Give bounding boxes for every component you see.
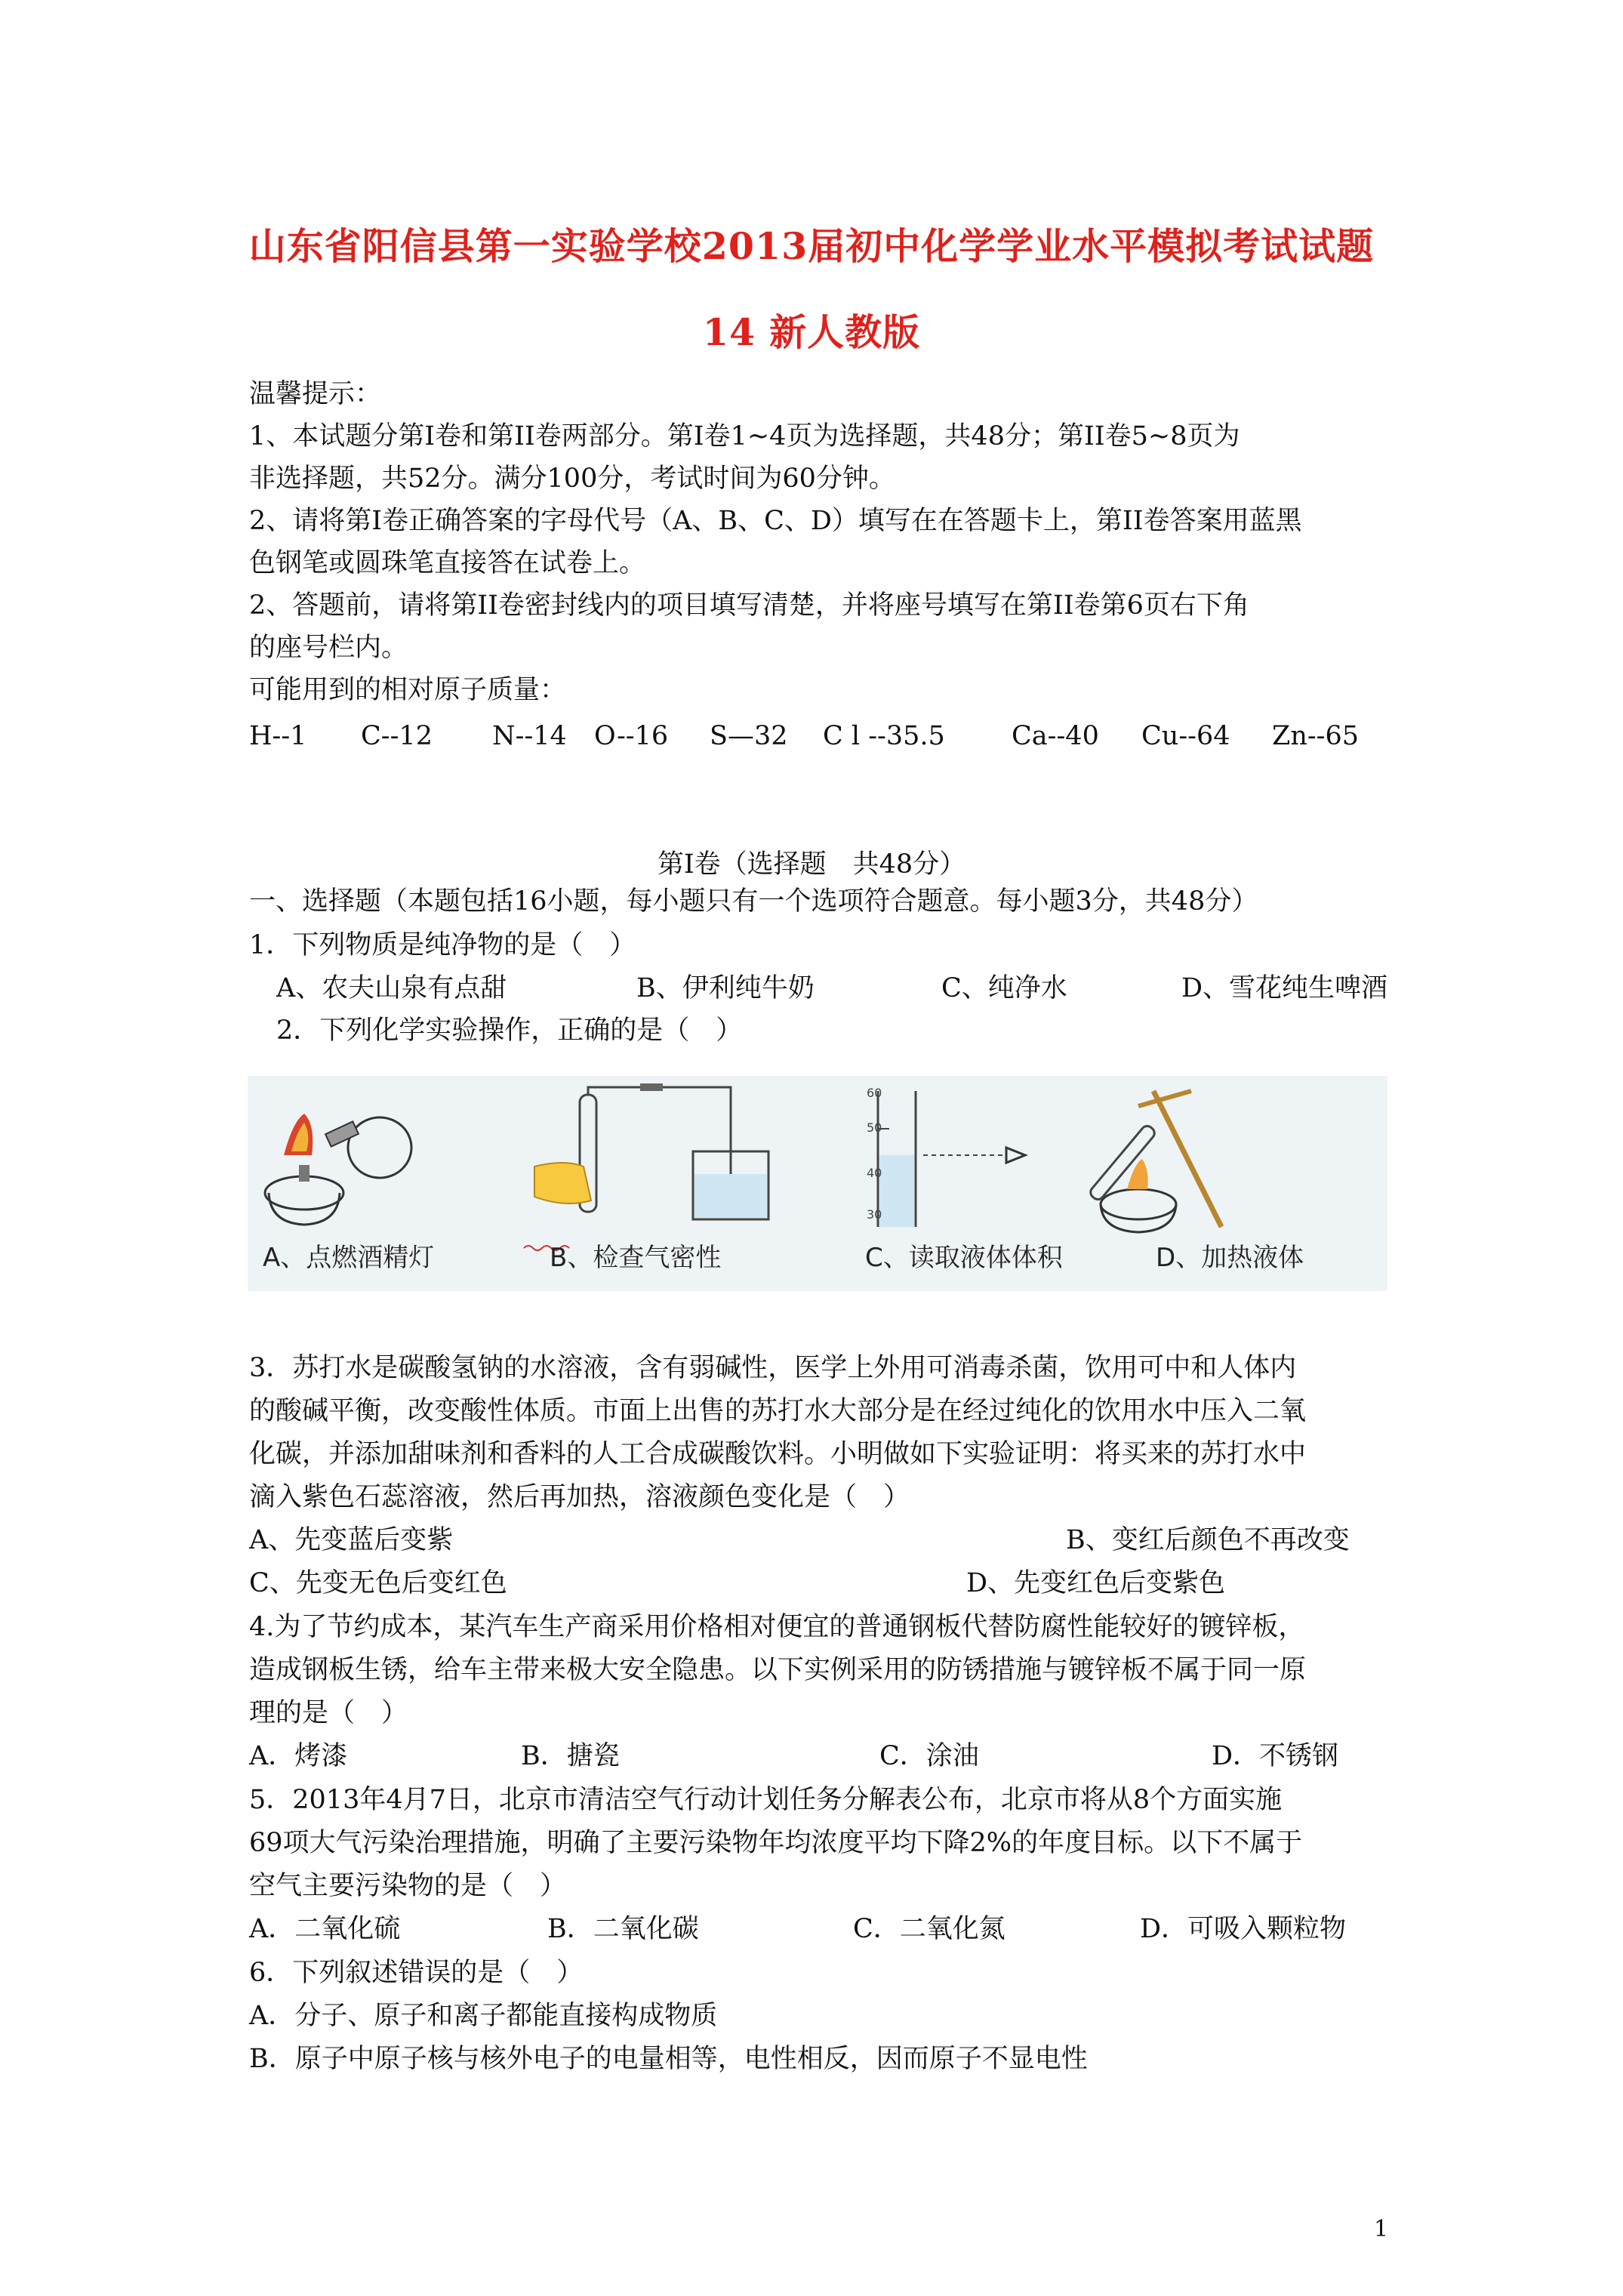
atomic-mass-s: S—32 — [710, 721, 788, 751]
question-4-stem-line: 4.为了节约成本，某汽车生产商采用价格相对便宜的普通钢板代替防腐性能较好的镀锌板， — [249, 1612, 1305, 1642]
atomic-mass-zn: Zn--65 — [1272, 721, 1360, 751]
question-3-stem-line: 的酸碱平衡，改变酸性体质。市面上出售的苏打水大部分是在经过纯化的饮用水中压入二氧 — [249, 1396, 1307, 1426]
question-3-option-b: B、变红后颜色不再改变 — [1066, 1525, 1350, 1555]
intro-line: 2、请将第Ⅰ卷正确答案的字母代号（A、B、C、D）填写在在答题卡上，第II卷答案用蓝黑 — [249, 506, 1302, 536]
figure-caption-d: D、加热液体 — [1156, 1243, 1304, 1273]
question-3-option-d: D、先变红色后变紫色 — [966, 1568, 1226, 1598]
question-3-option-c: C、先变无色后变红色 — [249, 1568, 507, 1598]
cylinder-tick-60: 60 — [867, 1086, 882, 1100]
question-4-option-c: C．涂油 — [879, 1741, 979, 1771]
question-5-stem-line: 空气主要污染物的是（ ） — [249, 1871, 567, 1901]
question-5-option-a: A．二氧化硫 — [249, 1914, 401, 1944]
intro-line: 2、答题前，请将第II卷密封线内的项目填写清楚，并将座号填写在第II卷第6页右下角 — [249, 590, 1249, 621]
intro-line: 色钢笔或圆珠笔直接答在试卷上。 — [249, 548, 646, 578]
document-title-line1: 山东省阳信县第一实验学校2013届初中化学学业水平模拟考试试题 — [248, 224, 1375, 268]
question-1-stem: 1．下列物质是纯净物的是（ ） — [249, 930, 636, 960]
alcohol-lamp-lighting-illustration — [265, 1114, 411, 1225]
heating-liquid-illustration — [1089, 1091, 1221, 1232]
figure-caption-c: C、读取液体体积 — [865, 1243, 1063, 1273]
intro-line: 1、本试题分第Ⅰ卷和第II卷两部分。第Ⅰ卷1~4页为选择题，共48分；第II卷5~8页为 — [249, 421, 1240, 451]
atomic-mass-c: C--12 — [361, 721, 433, 751]
atomic-mass-o: O--16 — [594, 721, 669, 751]
atomic-mass-n: N--14 — [492, 721, 567, 751]
intro-line: 非选择题，共52分。满分100分，考试时间为60分钟。 — [249, 464, 895, 494]
question-1-option-b: B、伊利纯牛奶 — [636, 973, 815, 1003]
question-1-option-c: C、纯净水 — [941, 973, 1067, 1003]
cylinder-tick-30: 30 — [867, 1207, 882, 1222]
question-4-stem-line: 理的是（ ） — [249, 1698, 408, 1728]
atomic-mass-ca: Ca--40 — [1012, 721, 1099, 751]
question-4-option-b: B．搪瓷 — [521, 1741, 620, 1771]
question-6-option-a: A．分子、原子和离子都能直接构成物质 — [249, 2001, 718, 2031]
intro-heading: 温馨提示： — [249, 379, 382, 409]
question-5-option-c: C．二氧化氮 — [853, 1914, 1006, 1944]
graduated-cylinder-illustration — [867, 1086, 1025, 1227]
figure-caption-a: A、点燃酒精灯 — [263, 1243, 435, 1273]
question-3-stem-line: 3．苏打水是碳酸氢钠的水溶液，含有弱碱性，医学上外用可消毒杀菌，饮用可中和人体内 — [249, 1353, 1297, 1383]
question-3-stem-line: 滴入紫色石蕊溶液，然后再加热，溶液颜色变化是（ ） — [249, 1482, 910, 1512]
atomic-mass-cu: Cu--64 — [1141, 721, 1230, 751]
section-title: 第Ⅰ卷（选择题 共48分） — [657, 849, 966, 880]
document-title-line2: 14 新人教版 — [702, 310, 921, 354]
question-6-option-b: B．原子中原子核与核外电子的电量相等，电性相反，因而原子不显电性 — [249, 2044, 1088, 2074]
question-5-option-b: B．二氧化碳 — [547, 1914, 699, 1944]
question-3-stem-line: 化碳，并添加甜味剂和香料的人工合成碳酸饮料。小明做如下实验证明：将买来的苏打水中 — [249, 1439, 1307, 1469]
page-number: 1 — [1374, 2216, 1389, 2242]
question-5-stem-line: 69项大气污染治理措施，明确了主要污染物年均浓度平均下降2%的年度目标。以下不属于 — [249, 1828, 1303, 1858]
atomic-mass-h: H--1 — [249, 721, 307, 751]
cylinder-tick-50: 50 — [867, 1120, 882, 1135]
question-4-stem-line: 造成钢板生锈，给车主带来极大安全隐患。以下实例采用的防锈措施与镀锌板不属于同一原 — [249, 1655, 1307, 1685]
question-2-stem: 2．下列化学实验操作，正确的是（ ） — [276, 1015, 743, 1046]
question-5-stem-line: 5．2013年4月7日，北京市清洁空气行动计划任务分解表公布，北京市将从8个方面实施 — [249, 1785, 1283, 1815]
question-1-option-a: A、农夫山泉有点甜 — [276, 973, 507, 1003]
question-3-option-a: A、先变蓝后变紫 — [249, 1525, 454, 1555]
question-4-option-d: D．不锈钢 — [1212, 1741, 1339, 1771]
cylinder-tick-40: 40 — [867, 1166, 882, 1180]
intro-line: 的座号栏内。 — [249, 633, 408, 663]
air-tightness-check-illustration — [524, 1083, 768, 1250]
atomic-mass-cl: C l --35.5 — [823, 721, 945, 751]
question-5-option-d: D．可吸入颗粒物 — [1140, 1914, 1347, 1944]
question-6-stem: 6．下列叙述错误的是（ ） — [249, 1958, 584, 1988]
figure-caption-b: B、检查气密性 — [550, 1243, 722, 1273]
lab-operations-figure — [248, 1076, 1387, 1291]
question-1-option-d: D、雪花纯生啤酒 — [1181, 973, 1388, 1003]
intro-line: 可能用到的相对原子质量： — [249, 675, 567, 705]
question-4-option-a: A．烤漆 — [249, 1741, 348, 1771]
section-description: 一、选择题（本题包括16小题，每小题只有一个选项符合题意。每小题3分，共48分） — [249, 886, 1258, 917]
